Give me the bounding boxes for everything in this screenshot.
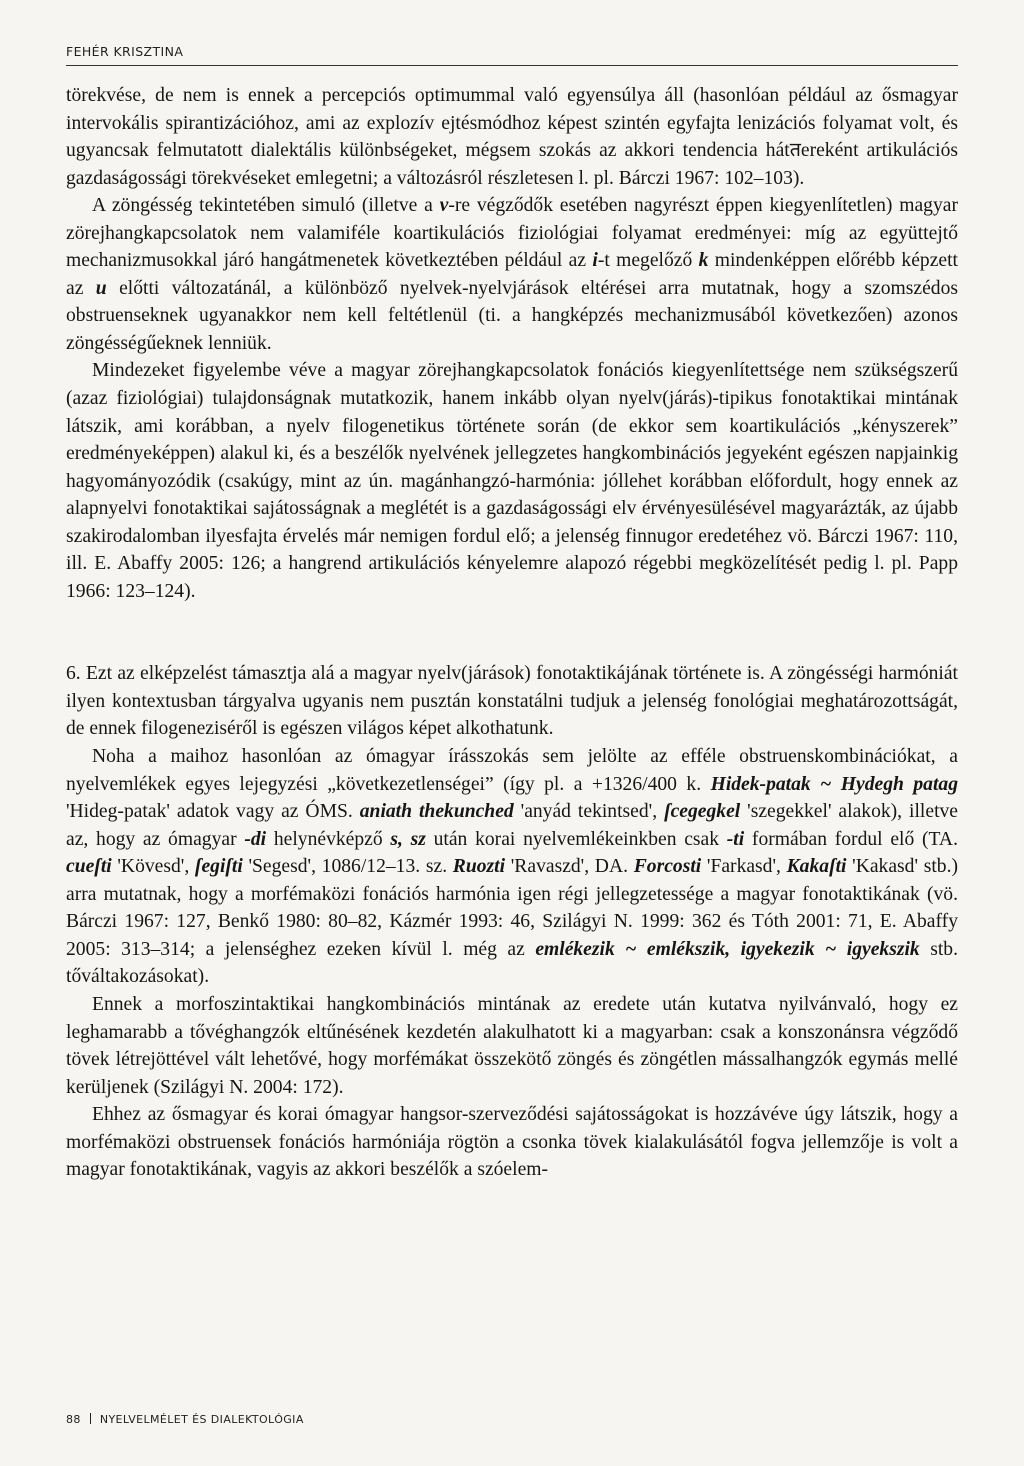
text-run: -t megelőző: [597, 250, 699, 272]
linguistic-example: u: [95, 277, 107, 299]
body-text: [66, 82, 958, 1184]
paragraph: Mindezeket figyelembe véve a magyar zörejhangkapcsolatok fonációs kiegyenlítettsége nem szükségszerű (azaz fiziológiai) tulajdonságnak mutatkozik, hanem inkább olyan nyelv(járás)-tipikus fonotaktikai mintának látszik, ami korábban, a nyelv filogenetikus története során (de ekkor sem koartikulációs „kényszerek” eredményeképpen) alakul ki, és a beszélők nyelvének jellegzetes hangkombinációs jegyeként egészen napjainkig hagyományozódik (csakúgy, mint az ún. magánhangzó-harmónia: jóllehet korábban előfordult, hogy ennek az alapnyelvi fonotaktikai sajátosságnak a meglétét is a gazdaságossági elv érvényesülésével magyarázták, az újabb szakirodalomban ilyesfajta érvelés már nemigen fordul elő; a jelenség finnugor eredetéhez vö. Bárczi 1967: 110, ill. E. Abaffy 2005: 126; a hangrend artikulációs kényelemre alapozó régebbi megközelítését pedig l. pl. Papp 1966: 123–124).: [66, 360, 958, 602]
paragraph: [66, 192, 958, 357]
linguistic-example: Ruozti: [452, 856, 506, 878]
paragraph: törekvése, de nem is ennek a percepciós optimummal való egyensúlya áll (hasonlóan például az ősmagyar intervokális spirantizációhoz, ami az explozív ejtésmódhoz képest szintén egyfajta lenizációs folyamat volt, és ugyancsak felmutatott dialektális különbségeket, mégsem szokás az akkori tendencia hátतereként artikulációs gazdaságossági törekvéseket emlegetni; a változásról részletesen l. pl. Bárczi 1967: 102–103).: [66, 85, 958, 189]
text-run: Noha a maihoz hasonlóan az ómagyar írásszokás sem jelölte az efféle obstruenskombinációkat, a nyelvemlékek egyes lejegyzési „következetlenségei” (így pl. a +1326/400 k.: [66, 746, 958, 795]
text-run: helynévképző: [266, 828, 391, 850]
text-run: mindenképpen előrébb képzett az: [66, 250, 958, 299]
linguistic-example: -di: [244, 828, 267, 850]
paragraph: Ennek a morfoszintaktikai hangkombinációs mintának az eredete után kutatva nyilvánvaló, hogy ez leghamarabb a tővéghangzók eltűnésének kezdetén alakulhatott ki a magyarban: csak a konszonánsra végződő tövek létrejöttével vált lehetővé, hogy morfémákat összekötő zöngés és zöngétlen mássalhangzók egymás mellé kerüljenek (Szilágyi N. 2004: 172).: [66, 993, 958, 1098]
linguistic-example: aniath thekunched: [359, 801, 514, 823]
text-run: után korai nyelvemlékeinkben csak: [425, 828, 727, 850]
paragraph: [66, 743, 958, 991]
linguistic-example: ſegiſti: [194, 856, 243, 878]
linguistic-example: k: [698, 250, 709, 272]
text-run: 'Kövesd',: [111, 856, 195, 878]
linguistic-example: s, sz: [390, 828, 426, 850]
linguistic-example: ſcegegkel: [664, 801, 741, 823]
linguistic-example: -ti: [726, 828, 745, 850]
linguistic-example: i: [592, 250, 598, 272]
linguistic-example: v: [439, 195, 449, 217]
linguistic-example: Hidek-patak ~ Hydegh patag: [710, 773, 958, 795]
journal-name: NYELVELMÉLET ÉS DIALEKTOLÓGIA: [99, 1413, 304, 1426]
text-run: A zöngésség tekintetében simuló (illetve a: [92, 195, 440, 217]
text-run: -re végződők esetében nagyrészt éppen kiegyenlítetlen) magyar zörejhangkapcsolatok nem valamiféle koartikulációs fiziológiai folyamat eredményei: míg az együttejtő mechanizmusokkal járó hangátmenetek következtében például az: [66, 195, 958, 272]
text-run: stb. tőváltakozásokat).: [66, 938, 958, 988]
text-run: 'Segesd', 1086/12–13. sz.: [242, 856, 453, 878]
linguistic-example: emlékezik ~ emlékszik, igyekezik ~ igyekszik: [535, 938, 920, 960]
linguistic-example: cueſti: [66, 856, 112, 878]
paragraph: Ehhez az ősmagyar és korai ómagyar hangsor-szerveződési sajátosságokat is hozzávéve úgy látszik, hogy a morfémaközi obstruensek fonációs harmóniája rögtön a csonka tövek kialakulásától fogva jellemzője is volt a magyar fonotaktikának, vagyis az akkori beszélők a szóelem-: [66, 1104, 958, 1181]
text-run: 'anyád tekintsed',: [513, 801, 665, 823]
text-run: 'szegekkel' alakok), illetve az, hogy az ómagyar: [66, 801, 959, 850]
text-run: 'Farkasd',: [701, 856, 787, 878]
text-run: formában fordul elő (TA.: [744, 828, 958, 850]
section-gap: [66, 605, 958, 660]
section-paragraph: 6. Ezt az elképzelést támasztja alá a magyar nyelv(járások) fonotaktikájának története is. A zöngésségi harmóniát ilyen kontextusban tárgyalva ugyanis nem pusztán konstatálni tudjuk a jelenség fonológiai meghatározottságát, de ennek filogeneziséről is egészen világos képet alkothatunk.: [66, 663, 958, 740]
page-footer: [66, 1413, 304, 1426]
linguistic-example: Kakaſti: [786, 856, 847, 878]
page-number: 88: [66, 1413, 81, 1426]
text-run: 'Kakasd' stb.) arra mutatnak, hogy a morfémaközi fonációs harmónia igen régi jellegzetessége a magyar fonotaktikának (vö. Bárczi 1967: 127, Benkő 1980: 80–82, Kázmér 1993: 46, Szilágyi N. 1999: 362 és Tóth 2001: 71, E. Abaffy 2005: 313–314; a jelenséghez ezeken kívül l. még az: [66, 856, 958, 960]
text-run: 'Hideg-patak' adatok vagy az ÓMS.: [66, 801, 360, 823]
running-head: FEHÉR KRISZTINA: [66, 44, 184, 59]
text-run: 'Ravaszd', DA.: [505, 856, 634, 878]
linguistic-example: Forcosti: [633, 856, 702, 878]
header-rule: [66, 65, 958, 66]
text-run: előtti változatánál, a különböző nyelvek-nyelvjárások eltérései arra mutatnak, hogy a szomszédos obstruenseknek ugyanakkor nem kell feltétlenül (ti. a hangképzés mechanizmusából következően) azonos zöngésségűeknek lenniük.: [66, 277, 958, 354]
footer-separator: [90, 1413, 91, 1424]
